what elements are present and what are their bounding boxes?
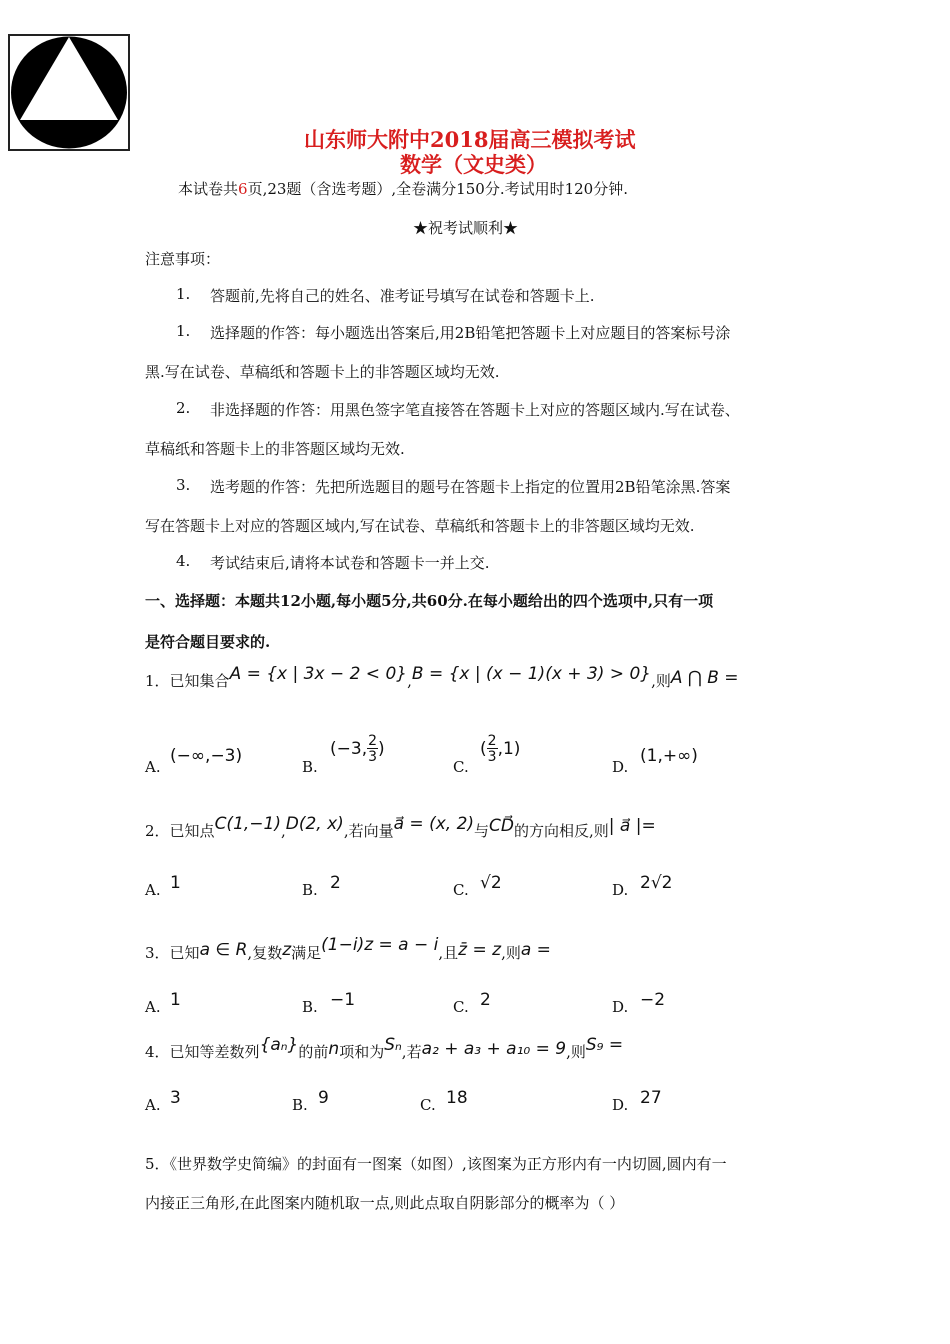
fraction	[367, 734, 378, 764]
option-label[interactable]: A.	[145, 1096, 161, 1114]
fraction-denominator: 3	[368, 749, 378, 765]
fraction	[487, 734, 498, 764]
question-number: 3．	[145, 944, 170, 962]
math-expression: C(1,−1)	[214, 814, 281, 834]
intro-post: 页,23题（含选考题）,全卷满分150分.考试用时120分钟.	[247, 180, 628, 198]
math-expression: S₉ =	[585, 1035, 624, 1055]
math-expression: a =	[520, 940, 551, 960]
notice-item-num: 1.	[176, 285, 191, 303]
option-value-part: )	[378, 739, 385, 759]
question-text: 与	[474, 822, 490, 840]
question-3	[145, 935, 551, 963]
option-value[interactable]	[330, 734, 385, 764]
notice-item-num: 2.	[176, 399, 191, 417]
option-value-part: (	[480, 739, 487, 759]
option-value[interactable]: (1,+∞)	[640, 746, 698, 766]
question-text: ,则	[501, 944, 521, 962]
option-value[interactable]: √2	[480, 873, 502, 893]
option-label[interactable]: C.	[453, 881, 469, 899]
intro-pages: 6	[238, 180, 248, 198]
option-value-part: ,1)	[497, 739, 521, 759]
question-text: 已知点	[169, 822, 215, 840]
notice-heading: 注意事项：	[145, 250, 221, 268]
question-text: 已知	[169, 944, 200, 962]
math-expression: CD⃗	[489, 816, 514, 836]
option-label[interactable]: B.	[302, 881, 318, 899]
question-text: 满足	[291, 944, 322, 962]
notice-item-num: 3.	[176, 476, 191, 494]
option-label[interactable]: B.	[302, 998, 318, 1016]
exam-intro	[178, 178, 628, 199]
question-5-text: 5．《世界数学史简编》的封面有一图案（如图）,该图案为正方形内有一内切圆,圆内有一	[145, 1155, 727, 1173]
option-value[interactable]	[480, 734, 520, 764]
notice-item-text: 非选择题的作答：用黑色签字笔直接答在答题卡上对应的答题区域内.写在试卷、	[210, 401, 740, 419]
option-label[interactable]: A.	[145, 881, 161, 899]
notice-item-text-cont: 写在答题卡上对应的答题区域内,写在试卷、草稿纸和答题卡上的非答题区域均无效.	[145, 517, 695, 535]
math-expression: n	[328, 1039, 340, 1059]
fraction-numerator: 2	[487, 733, 497, 749]
option-label[interactable]: D.	[612, 881, 629, 899]
notice-item-text: 答题前,先将自己的姓名、准考证号填写在试卷和答题卡上.	[210, 287, 595, 305]
question-number: 2．	[145, 822, 170, 840]
question-text: 项和为	[339, 1043, 385, 1061]
notice-item-text: 考试结束后,请将本试卷和答题卡一并上交.	[210, 554, 490, 572]
fraction-numerator: 2	[368, 733, 378, 749]
question-text: 已知等差数列	[169, 1043, 260, 1061]
math-expression: | a⃗ |=	[608, 816, 656, 836]
question-text: ,且	[438, 944, 459, 962]
option-label[interactable]: A.	[145, 998, 161, 1016]
notice-item-text-cont: 草稿纸和答题卡上的非答题区域均无效.	[145, 440, 405, 458]
question-text: ,若	[401, 1043, 422, 1061]
option-value[interactable]: 1	[170, 990, 181, 1010]
notice-item-num: 1.	[176, 322, 191, 340]
option-value[interactable]: 9	[318, 1088, 329, 1108]
math-expression: A = {x | 3x − 2 < 0}	[229, 664, 408, 684]
exam-subtitle: 数学（文史类）	[400, 152, 547, 177]
exam-title: 山东师大附中2018届高三模拟考试	[304, 127, 636, 152]
option-label[interactable]: A.	[145, 758, 161, 776]
option-value[interactable]: −1	[330, 990, 356, 1010]
question-text: ,若向量	[343, 822, 394, 840]
question-text: ,则	[651, 672, 671, 690]
good-luck-wish: ★祝考试顺利★	[413, 219, 519, 237]
option-label[interactable]: D.	[612, 998, 629, 1016]
math-expression: a ∈ R	[199, 940, 248, 960]
math-expression: a⃗ = (x, 2)	[393, 814, 475, 834]
option-value[interactable]: −2	[640, 990, 666, 1010]
question-number: 4．	[145, 1043, 170, 1061]
question-number: 1．	[145, 672, 170, 690]
math-expression: B = {x | (x − 1)(x + 3) > 0}	[411, 664, 652, 684]
option-label[interactable]: D.	[612, 1096, 629, 1114]
option-label[interactable]: C.	[420, 1096, 436, 1114]
section-heading: 一、选择题：本题共12小题,每小题5分,共60分.在每小题给出的四个选项中,只有一项	[145, 592, 714, 610]
circle-triangle-figure	[8, 34, 130, 151]
question-text: ,	[407, 672, 412, 690]
question-text: ,则	[566, 1043, 586, 1061]
option-value[interactable]: (−∞,−3)	[170, 746, 243, 766]
math-expression: z̄ = z	[458, 940, 502, 960]
option-value-part: (−3,	[330, 739, 368, 759]
option-value[interactable]: 1	[170, 873, 181, 893]
option-label[interactable]: C.	[453, 758, 469, 776]
fraction-denominator: 3	[487, 749, 497, 765]
option-value[interactable]: 18	[446, 1088, 468, 1108]
option-value[interactable]: 27	[640, 1088, 662, 1108]
question-text: 的前	[298, 1043, 329, 1061]
option-label[interactable]: B.	[302, 758, 318, 776]
option-label[interactable]: C.	[453, 998, 469, 1016]
option-label[interactable]: B.	[292, 1096, 308, 1114]
option-value[interactable]: 2	[480, 990, 491, 1010]
notice-item-text-cont: 黑.写在试卷、草稿纸和答题卡上的非答题区域均无效.	[145, 363, 500, 381]
math-expression: Sₙ	[384, 1035, 402, 1055]
question-5-text-cont: 内接正三角形,在此图案内随机取一点,则此点取自阴影部分的概率为（ ）	[145, 1194, 625, 1212]
option-label[interactable]: D.	[612, 758, 629, 776]
math-expression: z	[282, 940, 292, 960]
question-text: ,复数	[247, 944, 283, 962]
question-2	[145, 814, 656, 841]
math-expression: A ⋂ B =	[670, 668, 739, 688]
math-expression: {aₙ}	[259, 1035, 299, 1055]
math-expression: a₂ + a₃ + a₁₀ = 9	[421, 1039, 567, 1059]
question-text: ,	[280, 822, 286, 840]
math-expression: D(2, x)	[285, 814, 344, 834]
math-expression: (1−i)z = a − i	[321, 935, 439, 955]
notice-item-text: 选考题的作答：先把所选题目的题号在答题卡上指定的位置用2B铅笔涂黑.答案	[210, 478, 731, 496]
intro-pre: 本试卷共	[178, 180, 239, 198]
question-text: 已知集合	[169, 672, 230, 690]
section-heading-cont: 是符合题目要求的.	[145, 633, 271, 651]
option-value[interactable]: 3	[170, 1088, 181, 1108]
notice-item-num: 4.	[176, 552, 191, 570]
notice-item-text: 选择题的作答：每小题选出答案后,用2B铅笔把答题卡上对应题目的答案标号涂	[210, 324, 731, 342]
option-value[interactable]: 2√2	[640, 873, 673, 893]
question-4	[145, 1035, 624, 1062]
question-text: 的方向相反,则	[514, 822, 609, 840]
option-value[interactable]: 2	[330, 873, 341, 893]
question-1	[145, 664, 739, 691]
